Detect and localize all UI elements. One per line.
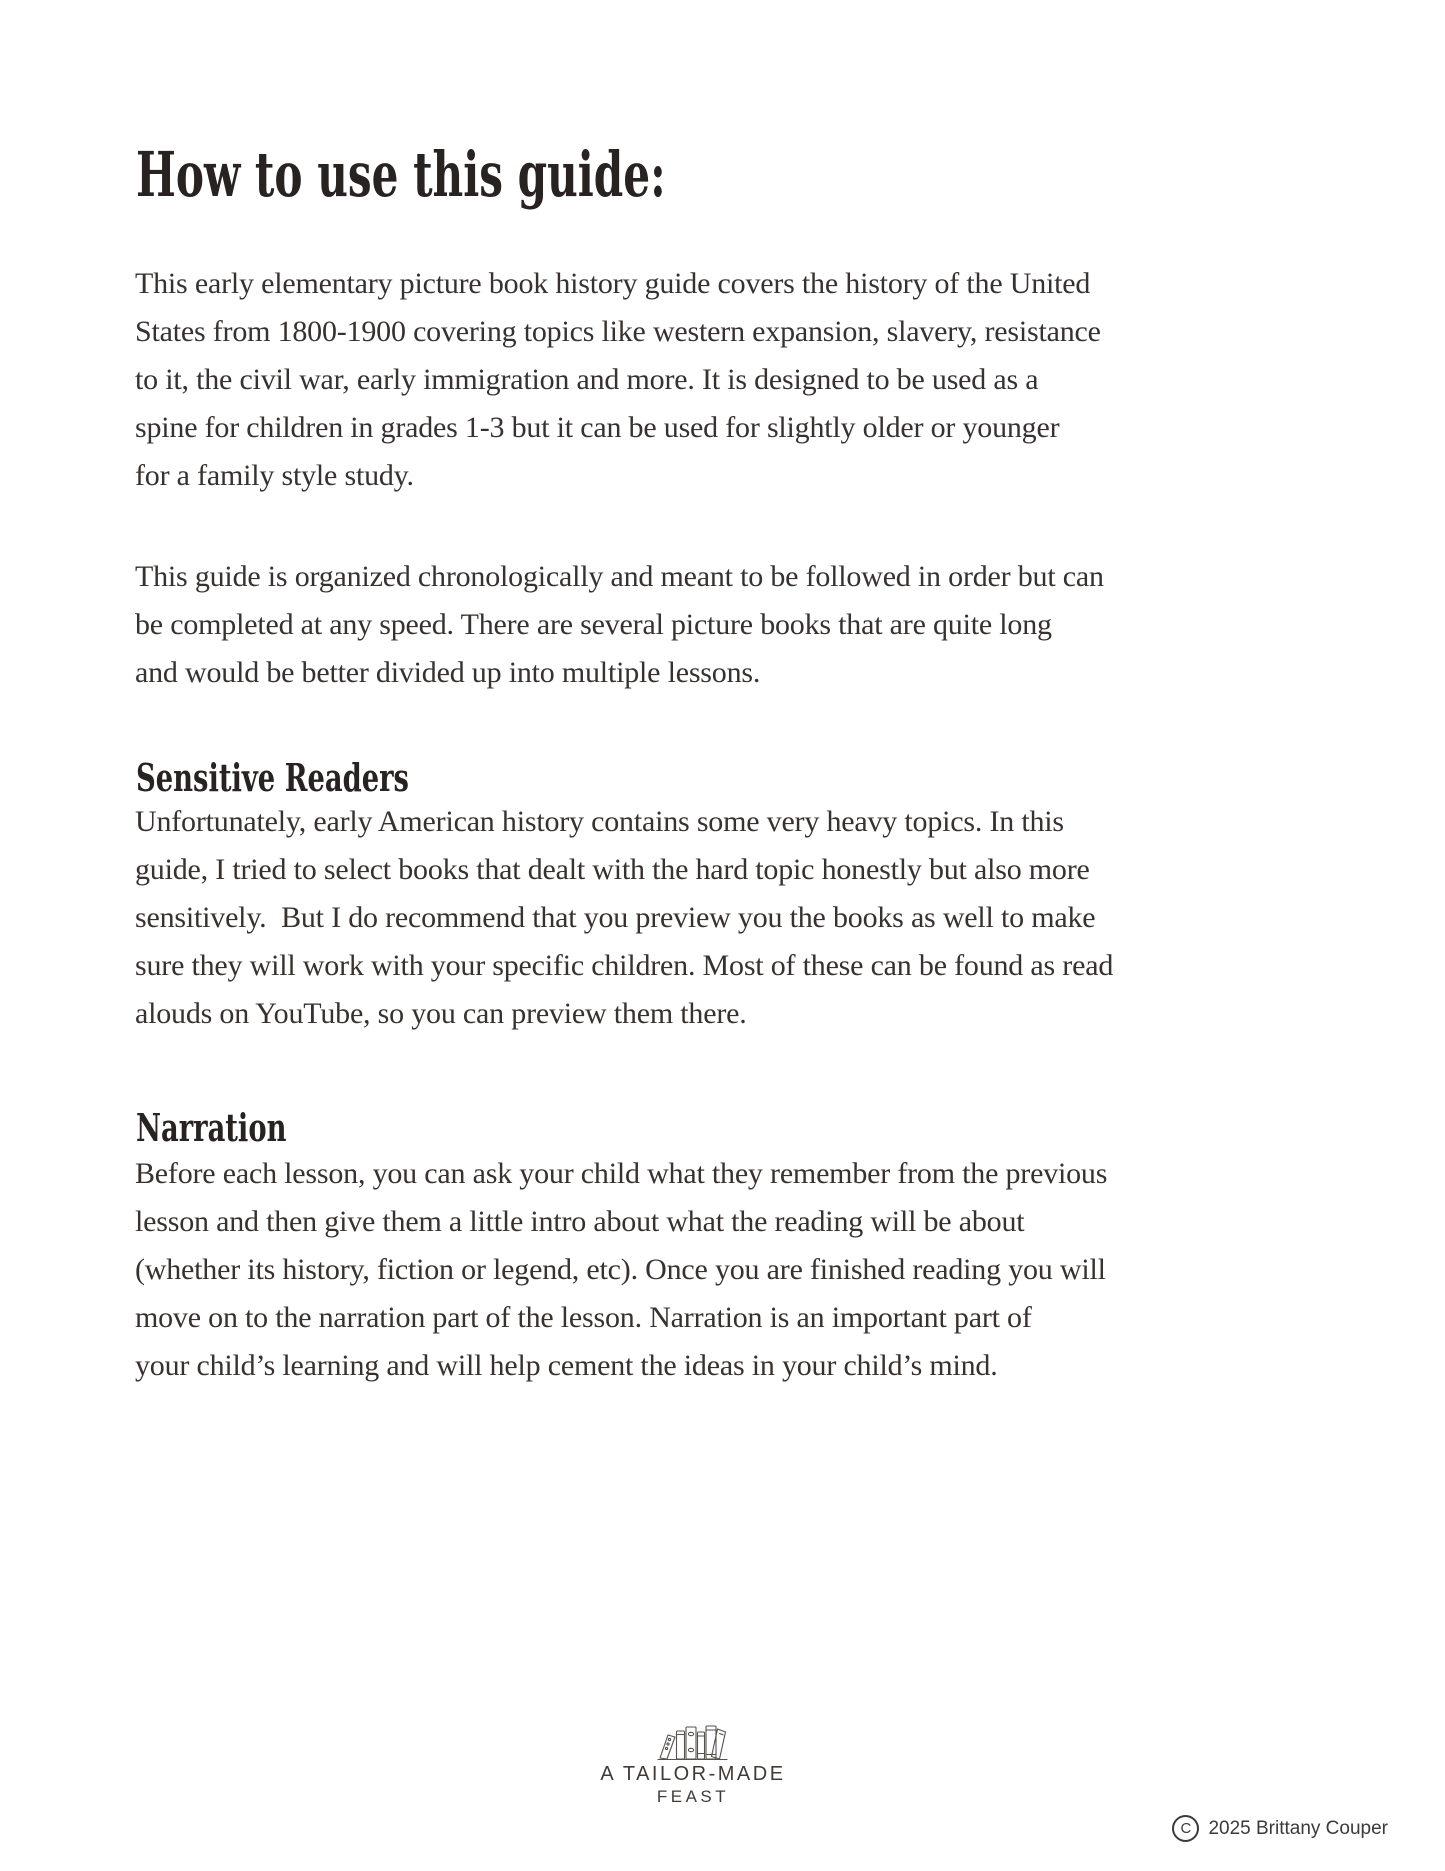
section-heading-sensitive-readers	[136, 755, 515, 800]
intro-paragraph-2	[135, 553, 1355, 697]
copyright-text: 2025 Brittany Couper	[1208, 1817, 1388, 1839]
intro-paragraph-1	[135, 260, 1355, 500]
text-line: This early elementary picture book history guide covers the history of the United	[135, 267, 1091, 300]
text-line: lesson and then give them a little intro about what the reading will be about	[135, 1205, 1025, 1238]
brand-logo	[573, 1722, 813, 1808]
text-line: spine for children in grades 1-3 but it can be used for slightly older or younger	[135, 411, 1060, 444]
text-line: Unfortunately, early American history contains some very heavy topics. In this	[135, 805, 1064, 838]
text-line: and would be better divided up into multiple lessons.	[135, 656, 761, 689]
text-line: be completed at any speed. There are several picture books that are quite long	[135, 608, 1052, 641]
text-line: move on to the narration part of the lesson. Narration is an important part of	[135, 1301, 1032, 1334]
text-line: your child’s learning and will help cement the ideas in your child’s mind.	[135, 1349, 998, 1382]
section-heading-text: Narration	[136, 1105, 287, 1150]
text-line: (whether its history, fiction or legend, etc). Once you are finished reading you will	[135, 1253, 1106, 1286]
brand-subname: FEAST	[656, 1787, 730, 1806]
text-line: Before each lesson, you can ask your child what they remember from the previous	[135, 1157, 1108, 1190]
section-paragraph-narration	[135, 1150, 1355, 1390]
section-heading-text: Sensitive Readers	[136, 755, 409, 800]
page-title	[136, 138, 915, 211]
page-title-text: How to use this guide:	[136, 138, 666, 211]
section-paragraph-sensitive-readers	[135, 798, 1355, 1038]
copyright-icon: C	[1172, 1815, 1199, 1842]
text-line: for a family style study.	[135, 459, 414, 492]
books-icon	[654, 1722, 732, 1760]
text-line: sensitively. But I do recommend that you preview you the books as well to make	[135, 901, 1096, 934]
copyright-notice	[1172, 1815, 1388, 1842]
brand-name: A TAILOR-MADE	[600, 1763, 786, 1785]
text-line: States from 1800-1900 covering topics like western expansion, slavery, resistance	[135, 315, 1101, 348]
text-line: alouds on YouTube, so you can preview them there.	[135, 997, 747, 1030]
text-line: sure they will work with your specific children. Most of these can be found as read	[135, 949, 1114, 982]
section-heading-narration	[136, 1105, 345, 1150]
text-line: This guide is organized chronologically and meant to be followed in order but can	[135, 560, 1104, 593]
text-line: guide, I tried to select books that dealt with the hard topic honestly but also more	[135, 853, 1090, 886]
text-line: to it, the civil war, early immigration and more. It is designed to be used as a	[135, 363, 1039, 396]
